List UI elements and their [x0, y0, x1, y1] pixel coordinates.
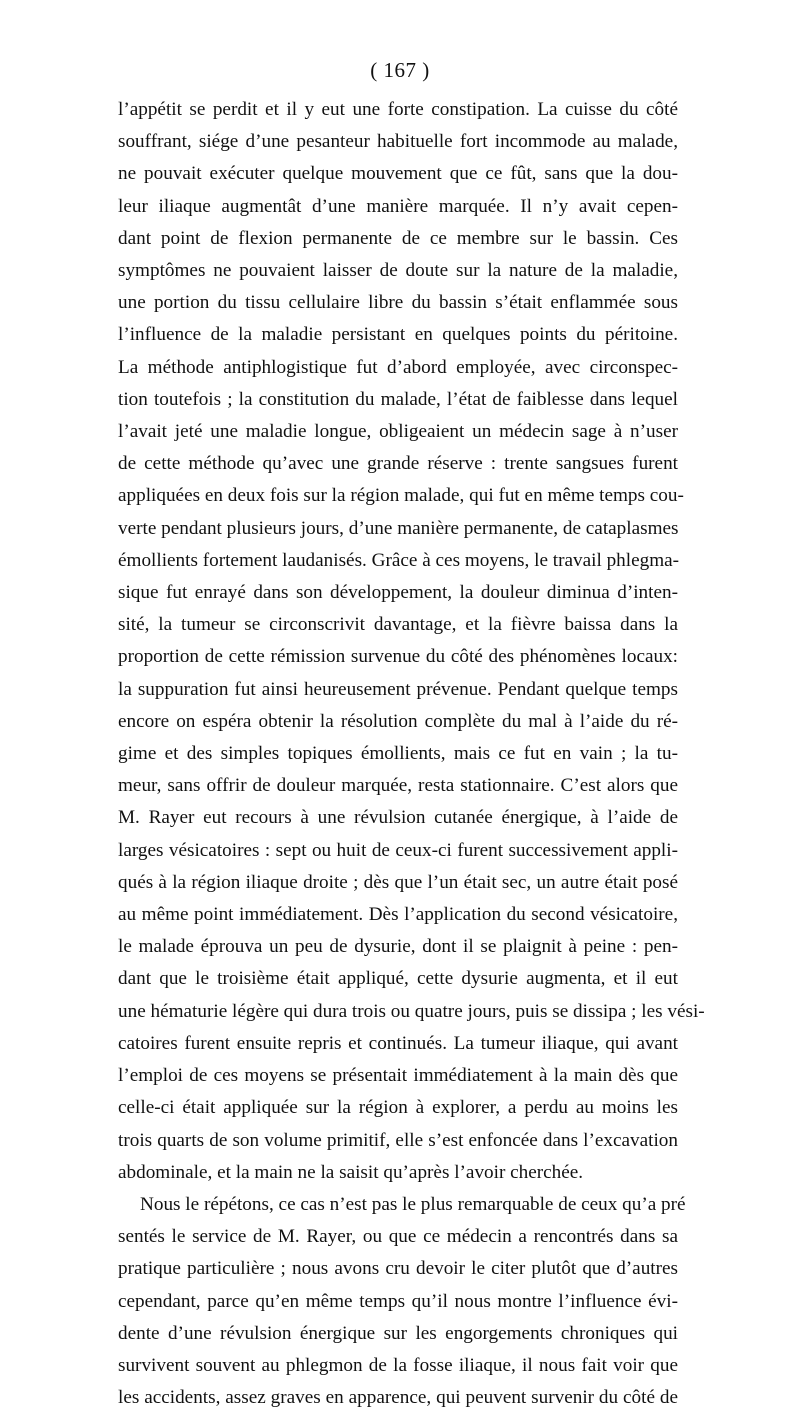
- text-line: au même point immédiatement. Dès l’application du second vésicatoire,: [118, 904, 678, 926]
- text-line: appliquées en deux fois sur la région malade, qui fut en même temps cou-: [118, 485, 684, 507]
- text-line: leur iliaque augmentât d’une manière marquée. Il n’y avait cepen-: [118, 195, 678, 217]
- text-line: encore on espéra obtenir la résolution complète du mal à l’aide du ré-: [118, 710, 678, 732]
- text-line: le malade éprouva un peu de dysurie, dont il se plaignit à peine : pen-: [118, 936, 678, 958]
- text-line: tion toutefois ; la constitution du malade, l’état de faiblesse dans lequel: [118, 388, 678, 410]
- text-line: trois quarts de son volume primitif, elle s’est enfoncée dans l’excavation: [118, 1129, 678, 1151]
- text-line: l’appétit se perdit et il y eut une forte constipation. La cuisse du côté: [118, 99, 678, 120]
- text-line: verte pendant plusieurs jours, d’une manière permanente, de cataplasmes: [118, 517, 679, 539]
- text-line: l’avait jeté une maladie longue, obligeaient un médecin sage à n’user: [118, 421, 678, 443]
- text-line: proportion de cette rémission survenue du côté des phénomènes locaux:: [118, 646, 678, 668]
- text-line: cependant, parce qu’en même temps qu’il nous montre l’influence évi-: [118, 1290, 678, 1312]
- text-line: larges vésicatoires : sept ou huit de ceux-ci furent successivement appli-: [118, 839, 678, 861]
- text-line: meur, sans offrir de douleur marquée, resta stationnaire. C’est alors que: [118, 775, 678, 797]
- text-line: une hématurie légère qui dura trois ou quatre jours, puis se dissipa ; les vési-: [118, 1000, 705, 1022]
- text-line: qués à la région iliaque droite ; dès que l’un était sec, un autre était posé: [118, 871, 678, 893]
- text-line: La méthode antiphlogistique fut d’abord employée, avec circonspec-: [118, 356, 678, 378]
- text-line: l’emploi de ces moyens se présentait immédiatement à la main dès que: [118, 1065, 678, 1087]
- text-line: émollients fortement laudanisés. Grâce à ces moyens, le travail phlegma-: [118, 549, 680, 571]
- text-line: dant que le troisième était appliqué, cette dysurie augmenta, et il eut: [118, 968, 678, 990]
- text-line: ne pouvait exécuter quelque mouvement que ce fût, sans que la dou-: [118, 163, 678, 185]
- text-line: sité, la tumeur se circonscrivit davantage, et la fièvre baissa dans la: [118, 614, 678, 636]
- text-line: celle-ci était appliquée sur la région à explorer, a perdu au moins les: [118, 1097, 678, 1119]
- text-line: Nous le répétons, ce cas n’est pas le plus remarquable de ceux qu’a pré: [140, 1193, 686, 1215]
- page-number: ( 167 ): [370, 58, 430, 82]
- text-line: abdominale, et la main ne la saisit qu’après l’avoir cherchée.: [118, 1161, 584, 1183]
- text-line: une portion du tissu cellulaire libre du bassin s’était enflammée sous: [118, 292, 678, 314]
- text-line: M. Rayer eut recours à une révulsion cutanée énergique, à l’aide de: [118, 807, 678, 829]
- text-line: l’influence de la maladie persistant en quelques points du péritoine.: [118, 324, 678, 346]
- text-line: sentés le service de M. Rayer, ou que ce médecin a rencontrés dans sa: [118, 1226, 678, 1248]
- text-line: symptômes ne pouvaient laisser de doute sur la nature de la maladie,: [118, 260, 678, 282]
- text-line: survivent souvent au phlegmon de la fosse iliaque, il nous fait voir que: [118, 1354, 678, 1376]
- text-line: pratique particulière ; nous avons cru devoir le citer plutôt que d’autres: [118, 1258, 678, 1280]
- text-line: catoires furent ensuite repris et continués. La tumeur iliaque, qui avant: [118, 1032, 678, 1054]
- text-line: les accidents, assez graves en apparence, qui peuvent survenir du côté de: [118, 1387, 678, 1409]
- text-line: sique fut enrayé dans son développement, la douleur diminua d’inten-: [118, 582, 678, 604]
- text-line: de cette méthode qu’avec une grande réserve : trente sangsues furent: [118, 453, 678, 475]
- text-line: gime et des simples topiques émollients, mais ce fut en vain ; la tu-: [118, 743, 678, 765]
- text-line: dente d’une révulsion énergique sur les engorgements chroniques qui: [118, 1322, 678, 1344]
- body-text: [118, 94, 705, 1414]
- text-line: la suppuration fut ainsi heureusement prévenue. Pendant quelque temps: [118, 678, 678, 700]
- text-line: souffrant, siége d’une pesanteur habituelle fort incommode au malade,: [118, 131, 678, 153]
- text-line: dant point de flexion permanente de ce membre sur le bassin. Ces: [118, 227, 678, 249]
